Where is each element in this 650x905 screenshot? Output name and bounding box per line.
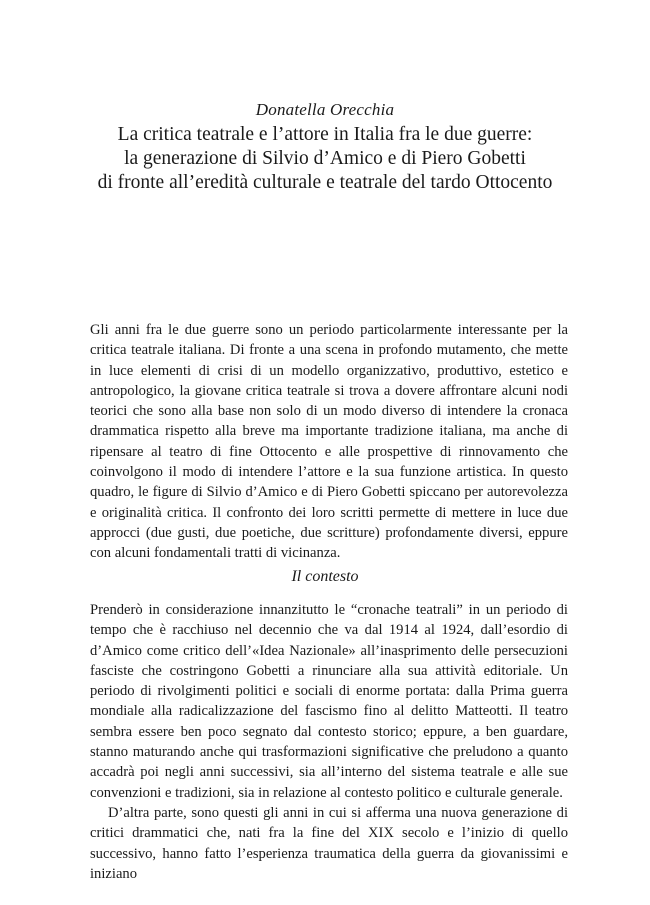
body-paragraph: D’altra parte, sono questi gli anni in cui si afferma una nuova generazione di critici drammatici che, nati fra la fine del XIX secolo e l’inizio di quello successivo, hanno fatto l’esperienza traumatica della guerra da giovanissimi e iniziano [90,804,568,882]
title-line: di fronte all’eredità culturale e teatrale del tardo Ottocento [97,172,553,193]
abstract-paragraph: Gli anni fra le due guerre sono un periodo particolarmente interessante per la critica teatrale italiana. Di fronte a una scena in profondo mutamento, che mette in luce elementi di crisi di un modello organizzativo, produttivo, estetico e antropologico, la giovane critica teatrale si trova a dovere affrontare alcuni nodi teorici che sono alla base non solo di un modo diverso di intendere la cronaca drammatica rispetto alla breve ma importante tradizione italiana, ma anche di ripensare al teatro di fine Ottocento e alle prospettive di rinnovamento che coinvolgono il modo di intendere l’attore e la sua funzione artistica. In questo quadro, le figure di Silvio d’Amico e di Piero Gobetti spiccano per autorevolezza e originalità critica. Il confronto dei loro scritti permette di mettere in luce due approcci (due gusti, due poetiche, due scritture) profondamente diversi, eppure con alcuni fondamentali tratti di vicinanza. [90,322,568,562]
title-line: La critica teatrale e l’attore in Italia fra le due guerre: [117,124,533,145]
title-line: la generazione di Silvio d’Amico e di Piero Gobetti [124,148,526,169]
article-title [0,123,650,195]
body-text [90,600,568,884]
section-heading: Il contesto [291,568,359,585]
body-paragraph: Prenderò in considerazione innanzitutto le “cronache teatrali” in un periodo di tempo che è racchiuso nel decennio che va dal 1914 al 1924, dall’esordio di d’Amico come critico dell’«Idea Nazionale» all’inasprimento delle persecuzioni fasciste che costringono Gobetti a rinunciare alla sua attività editoriale. Un periodo di rivolgimenti politici e sociali di enorme portata: dalla Prima guerra mondiale alla radicalizzazione del fascismo fino al delitto Matteotti. Il teatro sembra essere ben poco segnato dal contesto storico; eppure, a ben guardare, stanno maturando anche qui trasformazioni significative che preludono a quanto accadrà poi negli anni successivi, sia all’interno del sistema teatrale e alle sue convenzioni e tradizioni, sia in relazione al contesto politico e culturale generale. [90,602,568,801]
author-name: Donatella Orecchia [255,100,395,119]
